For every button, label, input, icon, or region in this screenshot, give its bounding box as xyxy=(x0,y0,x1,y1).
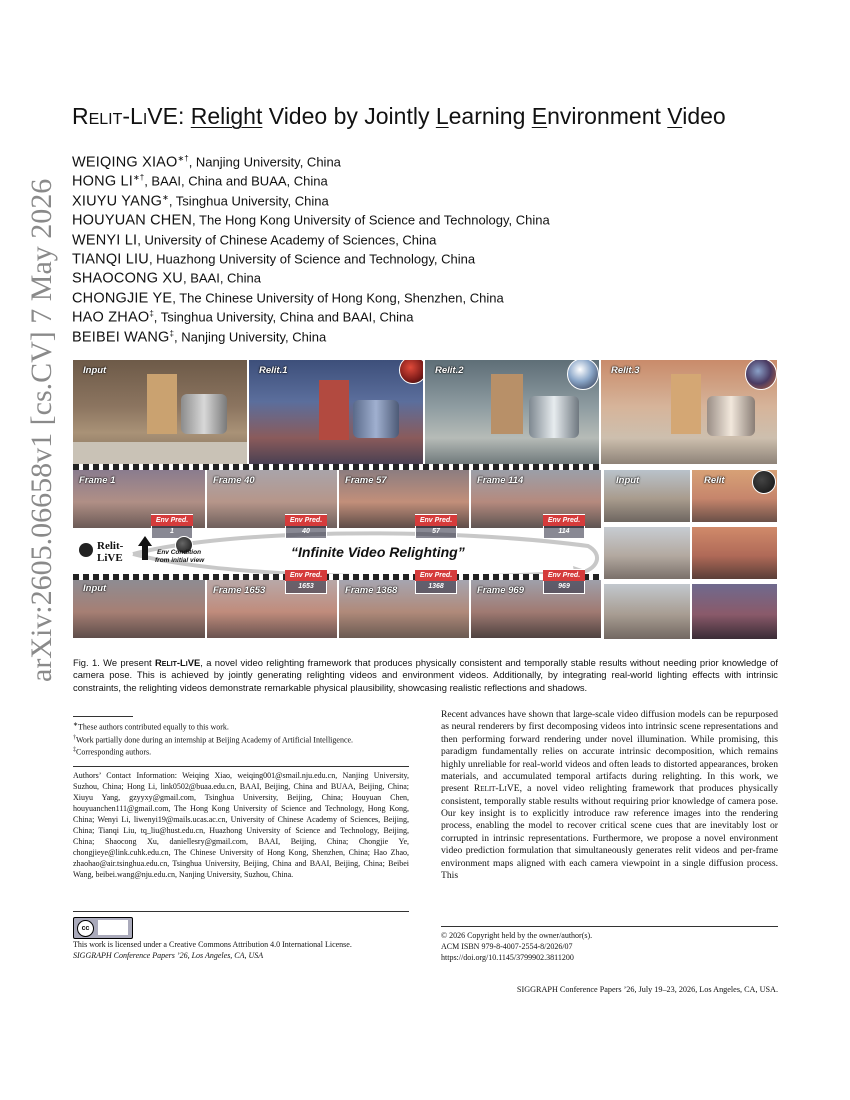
footnote xyxy=(73,745,409,758)
title-colon: : xyxy=(177,103,191,129)
env-ball-icon xyxy=(752,470,776,494)
cc-logo: cc xyxy=(77,920,94,937)
label-frame-40: Frame 40 xyxy=(213,475,255,486)
label-side-relit: Relit xyxy=(704,475,725,486)
footnote-text: Corresponding authors. xyxy=(76,747,152,757)
env-pred-number: 57 xyxy=(432,528,440,535)
author-affiliation: , The Chinese University of Hong Kong, Shenzhen, China xyxy=(172,290,504,306)
counter-shape xyxy=(73,442,247,464)
env-pred-title: Env Pred. xyxy=(415,515,457,526)
contact-rule-top xyxy=(73,766,409,767)
env-pred-number: 969 xyxy=(558,583,570,590)
abstract-part: , a novel video relighting framework that produces physically consistent, temporally stable results without requiring prior knowledge of camera pose. Our key insight is to explicitly introduce raw reference images into the rendering process, enabling the model to recover critical scene cues that are inevitably lost or corrupted in intrinsic representations. Furthermore, we propose a novel environment video prediction formulation that simultaneously generates relit videos and per-frame environment maps aligned with each camera viewpoint in a single diffusion process. This xyxy=(441,783,779,881)
up-arrow-shaft xyxy=(142,546,148,560)
label-relit-2: Relit.2 xyxy=(435,365,464,376)
contact-rule-bottom xyxy=(73,911,409,912)
footnote-rule xyxy=(73,716,133,717)
footnote xyxy=(73,733,409,746)
street-input-1 xyxy=(604,470,690,522)
footnote-mark: † xyxy=(73,734,76,741)
photo-input-kitchen xyxy=(73,360,247,464)
title-system-name: Relit-LiVE xyxy=(72,103,178,129)
footnote xyxy=(73,720,409,733)
label-bottom-input: Input xyxy=(83,583,107,594)
label-frame-969: Frame 969 xyxy=(477,585,525,596)
label-relit-3: Relit.3 xyxy=(611,365,640,376)
env-pred-number: 1653 xyxy=(298,583,314,590)
env-pred-title: Env Pred. xyxy=(543,515,585,526)
photo-relit-2 xyxy=(425,360,599,464)
author-row xyxy=(72,285,550,307)
caption-prefix: Fig. 1. We present xyxy=(73,657,155,668)
caption-system-name: Relit-LiVE xyxy=(155,657,201,668)
env-pred-number: 114 xyxy=(558,528,570,535)
street-relit-2 xyxy=(692,527,777,579)
author-row xyxy=(72,188,550,210)
env-pred-badge xyxy=(151,514,193,539)
teaser-figure xyxy=(73,360,777,640)
author-row xyxy=(72,168,550,190)
abstract-part: Recent advances have shown that large-scale video diffusion models can be repurposed as neural renderers by first decomposing videos into intrinsic scene representations and then performing forward rendering under novel illumination. While promising, this paradigm fundamentally relies on accurate intrinsic decomposition, which remains highly unreliable for real-world videos and often leads to distorted appearances, broken materials, and accumulated temporal artifacts during relighting. In this work, we present xyxy=(441,709,778,795)
author-affiliation: , University of Chinese Academy of Sciences, China xyxy=(137,231,437,247)
infinite-relighting-banner: “Infinite Video Relighting” xyxy=(291,544,465,560)
author-affiliation: , Nanjing University, China xyxy=(188,154,341,170)
label-side-input: Input xyxy=(616,475,640,486)
title-part: nvironment xyxy=(547,103,668,129)
author-name: SHAOCONG XU xyxy=(72,270,183,287)
author-row xyxy=(72,246,550,268)
title-part: ideo xyxy=(682,103,726,129)
cc-by-license-icon xyxy=(73,917,133,939)
label-input: Input xyxy=(83,365,107,376)
env-pred-title: Env Pred. xyxy=(415,570,457,581)
label-frame-1: Frame 1 xyxy=(79,475,116,486)
author-affiliation: , BAAI, China and BUAA, China xyxy=(144,173,328,189)
photo-relit-3 xyxy=(601,360,777,464)
env-pred-title: Env Pred. xyxy=(285,570,327,581)
license-text: This work is licensed under a Creative Commons Attribution 4.0 International License. xyxy=(73,940,352,949)
author-affiliation: , Tsinghua University, China xyxy=(168,193,329,209)
author-contact-info: Authors’ Contact Information: Weiqing Xiao, weiqing001@smail.nju.edu.cn, Nanjing University, Suzhou, China; Hong Li, link0502@buaa.edu.cn, BAAI, Beijing, China and BUAA, Beijing, China; Xiuyu Yang, gzyyxy@gmail.com, Tsinghua University, Beijing, China; Houyuan Chen, houyuanchen111@gmail.com, The Hong Kong University of Science and Technology, Hong Kong, China; Wenyi Li, liwenyi19@mails.ucas.ac.cn, University of Chinese Academy of Sciences, Beijing, China; Tianqi Liu, tq_liu@hust.edu.cn, Huazhong University of Science and Technology, Beijing, China; Shaocong Xu, daniellesry@gmail.com, BAAI, Beijing, China; Chongjie Ye, chongjieye@link.cuhk.edu.cn, The Chinese University of Hong Kong, Shenzhen, China; Hao Zhao, zhaohao@air.tsinghua.edu.cn, Tsinghua University, Beijing, China and BAAI, Beijing, China; Beibei Wang, beibei.wang@nju.edu.cn, Nanjing University, Suzhou, China. xyxy=(73,771,409,879)
photo-relit-1 xyxy=(249,360,423,464)
knife-block-shape xyxy=(319,380,349,440)
author-marks: ‡ xyxy=(149,309,154,319)
env-pred-title: Env Pred. xyxy=(543,570,585,581)
env-pred-title: Env Pred. xyxy=(151,515,193,526)
figure-caption xyxy=(73,657,778,694)
env-condition-sub: from initial view xyxy=(155,557,205,564)
author-marks: ‡ xyxy=(169,328,174,338)
author-row xyxy=(72,304,550,326)
title-part: earning xyxy=(448,103,532,129)
env-pred-badge xyxy=(285,514,327,539)
author-name: TIANQI LIU xyxy=(72,251,149,268)
env-pred-number: 1368 xyxy=(428,583,444,590)
env-pred-badge xyxy=(415,569,457,594)
knife-block-shape xyxy=(491,374,523,434)
street-relit-3 xyxy=(692,584,777,639)
env-ball-icon xyxy=(567,360,599,390)
up-arrow-icon xyxy=(138,536,152,546)
env-ball-icon xyxy=(745,360,777,390)
author-row xyxy=(72,207,550,229)
toaster-shape xyxy=(353,400,399,438)
author-name: HAO ZHAO xyxy=(72,309,150,326)
env-pred-badge xyxy=(415,514,457,539)
author-name: CHONGJIE YE xyxy=(72,290,173,307)
author-name: XIUYU YANG xyxy=(72,193,163,210)
author-affiliation: , Huazhong University of Science and Technology, China xyxy=(148,251,476,267)
env-pred-number: 40 xyxy=(302,528,310,535)
isbn-line: ACM ISBN 979-8-4007-2554-8/2026/07 xyxy=(441,942,573,951)
author-affiliation: , BAAI, China xyxy=(182,270,262,286)
page-footer: SIGGRAPH Conference Papers ’26, July 19–23, 2026, Los Angeles, CA, USA. xyxy=(516,985,778,994)
author-row xyxy=(72,227,550,246)
author-row xyxy=(72,324,550,343)
author-affiliation: , The Hong Kong University of Science and Technology, China xyxy=(192,212,550,228)
knife-block-shape xyxy=(671,374,701,434)
copyright-line: © 2026 Copyright held by the owner/author(s). xyxy=(441,931,593,940)
title-part: Video by Jointly xyxy=(262,103,436,129)
abstract-system-name: Relit-LiVE xyxy=(473,783,520,795)
footnote-mark: ‡ xyxy=(73,747,76,754)
author-row xyxy=(72,149,550,171)
label-relit-1: Relit.1 xyxy=(259,365,288,376)
title-word-relight: Relight xyxy=(190,103,263,129)
footnote-text: These authors contributed equally to this work. xyxy=(78,722,229,732)
label-frame-114: Frame 114 xyxy=(477,475,524,486)
toaster-shape xyxy=(529,396,579,438)
author-name: BEIBEI WANG xyxy=(72,328,170,345)
title-part: L xyxy=(435,103,449,129)
env-pred-badge xyxy=(543,514,585,539)
relit-live-logo: Relit-LiVE xyxy=(97,540,124,564)
paper-title xyxy=(72,103,726,130)
arxiv-stamp: arXiv:2605.06658v1 [cs.CV] 7 May 2026 xyxy=(25,178,58,682)
author-marks: ∗† xyxy=(177,154,189,163)
license-venue: SIGGRAPH Conference Papers ’26, Los Angeles, CA, USA xyxy=(73,951,264,960)
label-frame-57: Frame 57 xyxy=(345,475,387,486)
caption-text: , a novel video relighting framework that produces physically consistent and temporally stable results without needing prior knowledge of camera pose. This is achieved by jointly generating relighting videos and environment videos. Additionally, by integrating real-world lighting effects with intrinsic constraints, the relighting videos demonstrate remarkable physical plausibility, showcasing realistic reflections and shadows. xyxy=(73,657,778,693)
author-name: WEIQING XIAO xyxy=(72,154,178,171)
env-pred-badge xyxy=(543,569,585,594)
env-condition-label: Env Condition xyxy=(157,549,202,556)
street-input-2 xyxy=(604,527,690,579)
frame-input-bottom xyxy=(73,580,205,638)
footnotes xyxy=(73,720,409,758)
author-name: HONG LI xyxy=(72,173,134,190)
toaster-shape xyxy=(707,396,755,436)
toaster-shape xyxy=(181,394,227,434)
author-row xyxy=(72,265,550,287)
label-frame-1368: Frame 1368 xyxy=(345,585,398,596)
license-block xyxy=(73,939,409,961)
film-sprockets-top xyxy=(73,464,601,470)
copyright-rule xyxy=(441,926,778,927)
abstract-text xyxy=(441,709,778,882)
copyright-block xyxy=(441,930,778,963)
author-name: HOUYUAN CHEN xyxy=(72,212,193,229)
street-relit-1 xyxy=(692,470,777,522)
label-frame-1653: Frame 1653 xyxy=(213,585,266,596)
knife-block-shape xyxy=(147,374,177,434)
author-affiliation: , Tsinghua University, China and BAAI, China xyxy=(153,309,414,325)
env-ball-icon xyxy=(399,360,423,384)
env-pred-number: 1 xyxy=(170,528,174,535)
street-input-3 xyxy=(604,584,690,639)
author-marks: ∗ xyxy=(162,192,169,202)
play-icon xyxy=(79,543,93,557)
author-affiliation: , Nanjing University, China xyxy=(174,328,327,344)
by-panel xyxy=(98,920,128,935)
title-part: E xyxy=(531,103,548,129)
doi-link[interactable]: https://doi.org/10.1145/3799902.3811200 xyxy=(441,953,574,962)
footnote-text: Work partially done during an internship at Beijing Academy of Artificial Intelligence. xyxy=(76,735,354,745)
author-marks: ∗† xyxy=(133,173,145,183)
footnote-mark: ∗ xyxy=(73,722,79,728)
env-pred-title: Env Pred. xyxy=(285,515,327,526)
title-part: V xyxy=(667,103,683,129)
author-name: WENYI LI xyxy=(72,231,138,248)
film-sprockets-bottom xyxy=(73,574,601,580)
author-list xyxy=(72,149,550,343)
env-pred-badge xyxy=(285,569,327,594)
